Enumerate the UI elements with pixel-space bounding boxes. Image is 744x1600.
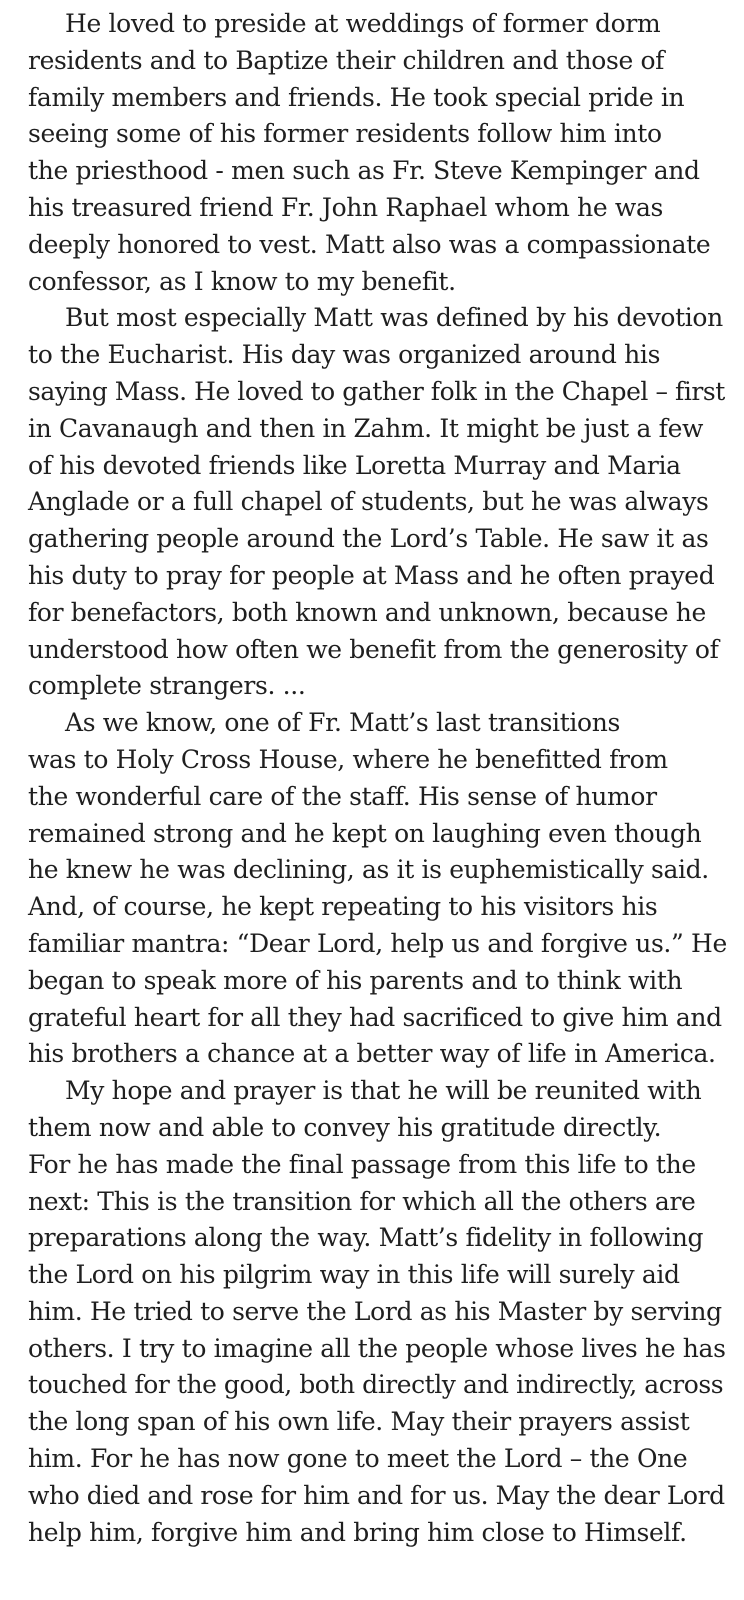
- paragraph-2-line: for benefactors, both known and unknown, because he: [28, 597, 707, 627]
- paragraph-3-line: he knew he was declining, as it is euphemistically said.: [28, 855, 709, 885]
- paragraph-1-line: deeply honored to vest. Matt also was a compassionate: [28, 229, 711, 259]
- paragraph-2-line: to the Eucharist. His day was organized around his: [28, 340, 661, 370]
- paragraph-3-line: the wonderful care of the staff. His sense of humor: [28, 781, 657, 811]
- paragraph-4-line: him. For he has now gone to meet the Lord – the One: [28, 1444, 688, 1474]
- paragraph-2-line: in Cavanaugh and then in Zahm. It might be just a few: [28, 413, 704, 443]
- paragraph-3-line: was to Holy Cross House, where he benefitted from: [28, 744, 668, 774]
- paragraph-4-line: help him, forgive him and bring him close to Himself.: [28, 1517, 687, 1547]
- paragraph-1-line: family members and friends. He took special pride in: [28, 82, 685, 112]
- paragraph-1-line: his treasured friend Fr. John Raphael whom he was: [28, 192, 663, 222]
- paragraph-2-line: of his devoted friends like Loretta Murray and Maria: [28, 450, 681, 480]
- paragraph-4-line: My hope and prayer is that he will be reunited with: [65, 1076, 702, 1106]
- paragraph-2-line: complete strangers. ...: [28, 671, 306, 701]
- paragraph-2-line: understood how often we benefit from the generosity of: [28, 634, 719, 664]
- paragraph-4-line: who died and rose for him and for us. May the dear Lord: [28, 1480, 725, 1510]
- paragraph-3-line: began to speak more of his parents and to think with: [28, 965, 683, 995]
- paragraph-4-line: preparations along the way. Matt’s fidelity in following: [28, 1223, 704, 1253]
- paragraph-3-line: And, of course, he kept repeating to his visitors his: [28, 892, 658, 922]
- paragraph-4-line: him. He tried to serve the Lord as his Master by serving: [28, 1296, 722, 1326]
- paragraph-4-line: touched for the good, both directly and indirectly, across: [28, 1370, 724, 1400]
- paragraph-1-line: seeing some of his former residents follow him into: [28, 119, 662, 149]
- paragraph-1-line: confessor, as I know to my benefit.: [28, 266, 456, 296]
- paragraph-2-line: But most especially Matt was defined by his devotion: [65, 303, 723, 333]
- paragraph-1-line: residents and to Baptize their children and those of: [28, 45, 665, 75]
- paragraph-3-line: familiar mantra: “Dear Lord, help us and forgive us.” He: [28, 928, 727, 958]
- paragraph-4-line: them now and able to convey his gratitude directly.: [28, 1112, 662, 1142]
- paragraph-2-line: his duty to pray for people at Mass and he often prayed: [28, 560, 715, 590]
- paragraph-4-line: For he has made the final passage from this life to the: [28, 1149, 696, 1179]
- paragraph-3-line: his brothers a chance at a better way of life in America.: [28, 1039, 716, 1069]
- paragraph-3-line: remained strong and he kept on laughing even though: [28, 818, 702, 848]
- paragraph-4-line: others. I try to imagine all the people whose lives he has: [28, 1333, 726, 1363]
- paragraph-2-line: Anglade or a full chapel of students, but he was always: [28, 487, 709, 517]
- paragraph-1-line: He loved to preside at weddings of former dorm: [65, 9, 661, 38]
- paragraph-3-line: As we know, one of Fr. Matt’s last transitions: [65, 708, 620, 738]
- paragraph-1-line: the priesthood - men such as Fr. Steve Kempinger and: [28, 156, 700, 186]
- paragraph-4-line: next: This is the transition for which all the others are: [28, 1186, 696, 1216]
- paragraph-4-line: the long span of his own life. May their prayers assist: [28, 1407, 690, 1437]
- paragraph-2-line: saying Mass. He loved to gather folk in the Chapel – first: [28, 376, 725, 406]
- paragraph-4-line: the Lord on his pilgrim way in this life will surely aid: [28, 1260, 680, 1290]
- paragraph-2-line: gathering people around the Lord’s Table. He saw it as: [28, 524, 709, 554]
- paragraph-3-line: grateful heart for all they had sacrificed to give him and: [28, 1002, 722, 1032]
